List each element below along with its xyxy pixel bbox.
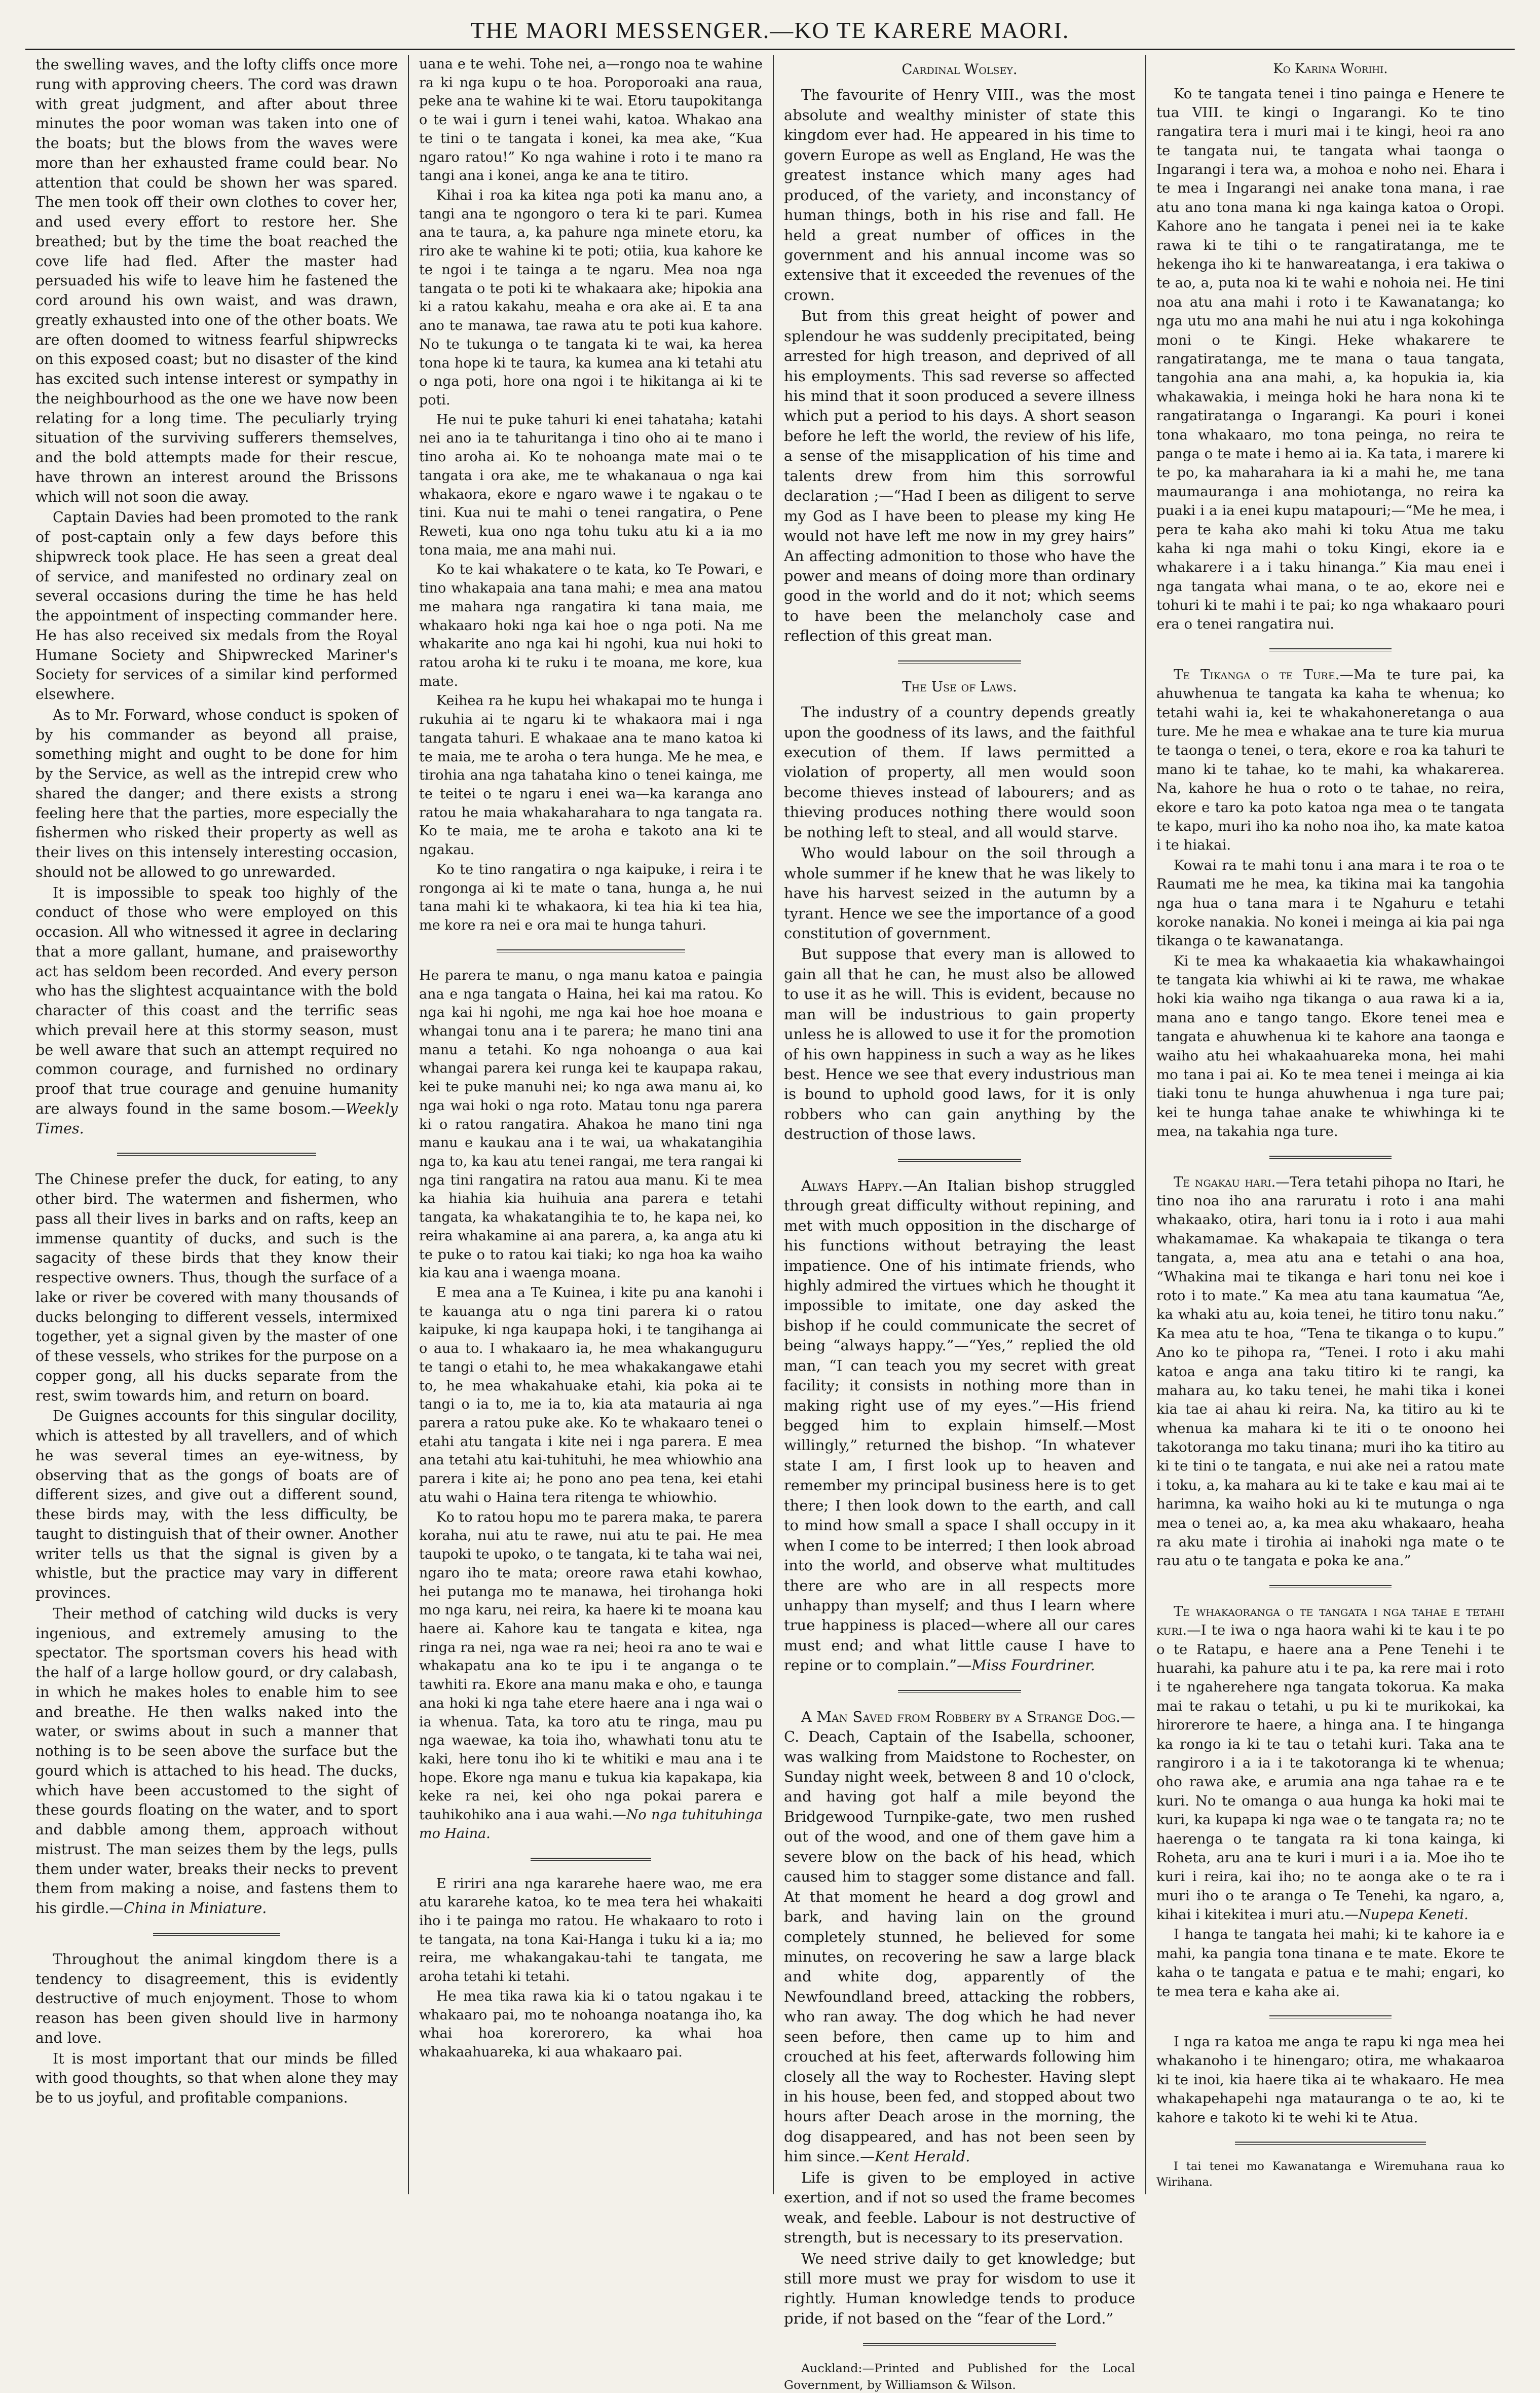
article-lead: A Man Saved from Robbery by a Strange Dog. — [801, 1708, 1120, 1725]
attribution: Kent Herald. — [875, 2148, 970, 2165]
maori-kararehe-paragraph: E ririri ana nga kararehe haere wao, me era atu kararehe katoa, ko te mea tera hei whakaiti iho i te painga mo ratou. He whakaaro to roto i te tangata, na tona Kai-Hanga i tuku ki a ia; mo reira, me whakangakau-tahi te tangata, me aroha tetahi ki tetahi. — [419, 1875, 763, 1985]
masthead: THE MAORI MESSENGER.—KO TE KARERE MAORI. — [470, 17, 1070, 43]
maori-te-powari-paragraph: Ko te kai whakatere o te kata, ko Te Powari, e tino whakapaia ana tana mahi; e mea ana matou me mahara nga rangatira ki tana maia, me whakaaro hoki nga kai hoe o nga poti. Na me whakarite ano nga kai hi ngohi, kua nui hoki to ratou aroha ki te ruku i te moana, me kore, kua mate. — [419, 562, 763, 689]
ngakau-hari-text: —Tera tetahi pihopa no Itari, he tino noa iho ana raruratu i roto i ana mahi whakaako, otira, hari tonu ia i roto i aua mahi whakamamae. Ka whakapaia te tikanga o tera tangata, a, mea atu ana e tetahi o ana hoa, “Whakina mai te tikanga e hari tonu nei koe i roto i to mate.” Ka mea atu tana kaumatua “Ae, ka whaki atu au, koia tenei, he titiro tonu naku.” Ka mea atu te hoa, “Tena te tikanga o to kupu.” Ano ko te pihopa ra, “Tenei. I roto i aku mahi katoa e anga ana taku titiro ki te rangi, ka mahara au, ko taku tenei, he mahi tika i konei kia tae ai ahau ki reira. Na, ka titiro au ki te whenua ka mahara ki te iti o te onoono hei takotoranga mo taku tinana; muri iho ka titiro au ki te tini o te tangata, e nui ake nei a ratou mate i toku, a, ka mahara au ki te take e kau mai ai te harimna, ka waiho hoki au ki te mutunga o nga mea o tenei ao, a, ka mea aku whakaaro, heaha ra aku mate i tirohia ai inahoki nga mate o te rau atu o te tangata e poka ke ana.” — [1156, 1173, 1505, 1569]
masthead-rule — [25, 49, 1515, 50]
maori-hopu-text: Ko to ratou hopu mo te parera maka, te parera koraha, nui atu te rawe, nui atu te pai. He mea taupoki te upoko, o te tangata, ki te taha wai nei, ngaro iho te mata; oreore rawa etahi kowhao, hei putanga mo te manawa, hei tirohanga hoki mo nga karu, nei reira, ka haere ki te moana kau haere ai. Kahore kau te tangata e kitea, nga ringa ra nei, nga wae ra nei; heoi ra ano te wai e whakapatu ana ko te ipu i te anganga o te tawhiti ra. Ekore ana manu maka e oho, e taunga ana hoki ki nga tahe etere haere ana i nga wai o ia whenua. Tata, ka toro atu te ringa, mau pu nga waewae, ka toia iho, whawhati tonu atu te kaki, here tonu iho ki te whitiki e mau ana i te hope. Ekore nga manu e tukua kia kapakapa, kia keke ra nei, kei oho nga pokai parera e tauhikohiko ana i aua wahi.— — [419, 1509, 763, 1823]
kowai-paragraph: Kowai ra te mahi tonu i ana mara i te roa o te Raumati me he mea, ka tikina mai ka tangohia nga hua o tana mara i te Ngahuru e tetahi koroke nanakia. No konei i meinga ai kia pai nga tikanga o te kawanatanga. — [1156, 857, 1505, 949]
imprint: Auckland:—Printed and Published for the Local Government, by Williamson & Wilson. — [784, 2361, 1135, 2392]
maori-te-kuinea-paragraph: E mea ana a Te Kuinea, i kite pu ana kanohi i te kauanga atu o nga tini parera ki o ratou kaipuke, ki nga kaupapa hoki, i te tangihanga ai o aua to. I whakaaro ia, he mea whakanguguru te tangi o etahi to, he mea whakakangawe etahi to, he mea whakahuake etahi, kia poka ai te tangi o ia to, me ia to, kia ata matauria ai nga parera a ratou puke ake. Ko te whakaaro tenei o etahi atu tangata i kite nei i nga parera. E mea ana tetahi atu kai-tuhituhi, he mea whiowhio ana parera i kite ai; he pono ano pea tena, kei etahi atu wahi o Haina tera ritenga te whiowhio. — [419, 1285, 763, 1505]
article-lead: Te ngakau hari. — [1174, 1173, 1276, 1190]
maori-hopu-paragraph — [419, 1508, 763, 1844]
columns — [25, 55, 1515, 2392]
de-guignes-paragraph: De Guignes accounts for this singular docility, which is attested by all travellers, and of which he was several times an eye-witness, by observing that as the gongs of boats are of different sizes, and give out a different sound, these birds may, with the less difficulty, be taught to distinguish that of their owner. Another writer tells us that the signal is given by a whistle, but the practice may vary in different provinces. — [35, 1408, 398, 1601]
section-divider — [117, 1153, 316, 1156]
tikanga-ture-paragraph — [1156, 666, 1505, 855]
wolsey-paragraph-2: But from this great height of power and splendour he was suddenly precipitated, being arrested for high treason, and deprived of all his employments. This sad reverse so affected his mind that it soon produced a severe illness which put a period to his days. A short season before he left the world, the review of his life, a sense of the misapplication of his time and talents drew from him this sorrowful declaration ;—“Had I been as diligent to serve my God as I have been to please my king He would not have left me now in my grey hairs” An affecting admonition to those who have the power and means of doing more than ordinary good in the world and do it not; which seems to have been the melancholy case and reflection of this great man. — [784, 307, 1135, 645]
section-divider — [497, 949, 686, 952]
mr-forward-paragraph: As to Mr. Forward, whose conduct is spoken of by his commander as beyond all praise, something might and ought to be done for him by the Service, as well as the intrepid crew who shared the danger; and there exists a strong feeling here that the parties, more especially the fishermen who risked their property as well as their lives on this intensely interesting occasion, should not be allowed to go unrewarded. — [35, 706, 398, 880]
knowledge-paragraph: We need strive daily to get knowledge; but still more must we pray for wisdom to use it rightly. Human knowledge tends to produce pride, if not based on the “fear of the Lord.” — [784, 2250, 1135, 2327]
article-lead: Te Tikanga o te Ture. — [1174, 666, 1340, 683]
section-divider — [898, 1690, 1021, 1693]
section-divider — [1269, 648, 1391, 651]
article-lead: Te whakaoranga o te tangata i nga tahae e tetahi kuri. — [1156, 1603, 1505, 1639]
always-happy-text: —An Italian bishop struggled through great difficulty without repining, and met with much opposition in the discharge of his functions without betraying the least impatience. One of his intimate friends, who highly admired the virtues which he thought it impossible to imitate, one day asked the bishop if he could communicate the secret of being “always happy.”—“Yes,” replied the old man, “I can teach you my secret with great facility; it consists in nothing more than in making right use of my eyes.”—His friend begged him to explain himself.—Most willingly,” returned the bishop. “In whatever state I am, I first look up to heaven and remember my principal business here is to get there; I then look down to the earth, and call to mind how small a space I shall occupy in it when I come to be interred; I then look abroad into the world, and observe what multitudes there are who are in all respects more unhappy than myself; and thus I learn where true happiness is placed—where all our cares must end; and what little cause I have to repine or to complain.”— — [784, 1176, 1135, 1674]
heading-ko-karina-worihi: Ko Karina Worihi. — [1273, 61, 1388, 77]
always-happy-paragraph — [784, 1176, 1135, 1676]
strange-dog-text: —C. Deach, Captain of the Isabella, schooner, was walking from Maidstone to Rochester, on Sunday night week, between 8 and 10 o'clock, and having got half a mile beyond the Bridgewood Turnpike-gate, two men rushed out of the wood, and one of them gave him a severe blow on the back of his head, which caused him to stagger some distance and fall. At that moment he heard a dog growl and bark, and having lain on the ground completely stunned, he believed for some minutes, on recovering he saw a large black and white dog, apparently of the Newfoundland breed, attacking the robbers, who ran away. The dog which he had never seen before, then came up to him and crouched at his feet, afterwards following him closely all the way to Rochester. Having slept in his house, been fed, and stopped about two hours after Deach arose in the morning, the dog disappeared, and has not been seen by him since.— — [784, 1708, 1135, 2165]
attribution: Miss Fourdriner. — [971, 1656, 1096, 1674]
section-divider — [1269, 1156, 1391, 1159]
ngakau-hari-paragraph — [1156, 1173, 1505, 1571]
section-divider — [153, 1933, 280, 1936]
section-divider — [863, 2343, 1056, 2346]
section-divider — [898, 1159, 1021, 1162]
shipwreck-continued-paragraph: the swelling waves, and the lofty cliffs once more rung with approving cheers. The cord was drawn with great judgment, and after about three minutes the poor woman was taken into one of the boats; but the blows from the waves were more than her exhausted frame could bear. No attention that could be shown her was spared. The men took off their own clothes to cover her, and used every effort to restore her. She breathed; but by the time the boat reached the cove life had fled. After the master had persuaded his wife to leave him he fastened the cord around his own waist, and was drawn, greatly exhausted into one of the other boats. We are often doomed to witness fearful shipwrecks on this exposed coast; but no disaster of the kind has excited such intense interest or sympathy in the neighbourhood as the one we have now been relating for a long time. The peculiarly trying situation of the surviving sufferers themselves, and the bold attempts made for their rescue, have thrown an interest around the Brissons which will not soon die away. — [35, 56, 398, 505]
section-divider — [1269, 1585, 1391, 1588]
matauranga-paragraph: I nga ra katoa me anga te rapu ki nga mea hei whakanoho i te hinengaro; otira, me whakaaroa ki te inoi, kia haere tika ai te whakaaro. He mea whakapehapehi nga matauranga o te ao, ki te kahore e takoto ki te wehi ki te Atua. — [1156, 2034, 1505, 2126]
heading-cardinal-wolsey: Cardinal Wolsey. — [902, 61, 1018, 78]
maori-shipwreck-paragraph: uana e te wehi. Tohe nei, a—rongo noa te wahine ra ki nga kupu o te hoa. Poroporoaki ana raua, peke ana te wahine ki te wai. Etoru taupokitanga o te wai i gurn i tenei wahi, katoa. Whakao ana te tini o te tangata i konei, ka mea ake, “Kua ngaro ratou!” Ko nga wahine i roto i te mano ra tangi ana i konei, anga ke ana te titiro. — [419, 56, 763, 184]
heading-use-of-laws: The Use of Laws. — [902, 678, 1017, 695]
maori-pene-reweti-paragraph: He nui te puke tahuri ki enei tahataha; katahi nei ano ia te tahuritanga i tino oho ai te mano i tino aroha ai. Ko te nohoanga mate mai o te tangata i ora ake, me te whakanaua o nga kai whakaora, ekore e ngaro wawe i te ngakau o te tini. Kua nui te mahi o tenei rangatira, o Pene Reweti, kua ono nga tohu tuku atu ki a ia mo tona maia, me ana mahi nui. — [419, 412, 763, 558]
worihi-paragraph: Ko te tangata tenei i tino painga e Henere te tua VIII. te kingi o Ingarangi. Ko te tino rangatira tera i muri mai i te kingi, heoi ra ano te tangata nui, te tangata whai taonga o Ingarangi i tera wa, a mohoa e noho nei. Ehara i te mea i Ingarangi nei anake tona mana, i rae atu ano tona mana ki nga kainga katoa o Oropi. Kahore ano he tangata i penei nei ia te kake rawa ki te tihi o te rangatiratanga, me te hekenga iho ki te hanwareatanga, i era takiwa o te ao, a, puta noa ki te wahi e nohoia nei. He tini noa atu ana mahi i roto i te Kawanatanga; ko nga utu mo ana mahi he nui atu i nga kokohinga moni o te Kingi. Heke whakarere te rangatiratanga, me te mana o taua tangata, tangohia ana ana mahi, a, ka hopukia ia, kia whakawakia, i meinga hoki he hara nona ki te rangatiratanga o Ingarangi. Ka pouri i konei tona whakaaro, mo tona peinga, no reira te panga o te mate i hemo ai ia. Ka tata, i marere ki te po, ka maharahara ia ki a mahi he, me tana maumauranga i ana mohiotanga, no reira ka puaki i a ia enei kupu matapouri;—“Me he mea, i pera te kaha ako mahi ki toku Atua me taku kaha ki nga mahi o toku Kingi, ekore ia e whakarere i a i taku hinanga.” Kia mau enei i nga tangata whai mana, o te ao, ekore nei e tohuri ki te mahi i te pai; ko nga whakaaro pouri era o tenei rangatira nui. — [1156, 85, 1505, 633]
wolsey-paragraph-1: The favourite of Henry VIII., was the most absolute and wealthy minister of state this kingdom ever had. He appeared in his time to govern Europe as well as England, He was the greatest instance which many ages had produced, of the variety, and inconstancy of human things, both in his rise and fall. He held a great number of offices in the government and his annual income was so extensive that it exceeded the revenues of the crown. — [784, 86, 1135, 304]
whakaaetia-paragraph: Ki te mea ka whakaaetia kia whakawhaingoi te tangata kia whiwhi ai ki te rawa, me whakae hoki kia waiho nga tikanga o aua rawa ki a ia, mana ano e tango tango. Ekore tenei mea e tangata e ahuwhenua ki te kahore ana taonga e waiho atu hei whakaahuareka mona, hei mahi mo tana i pai ai. Ko te mea tenei i meinga ai kia tiaki tonu te hunga ahuwhenua i nga ture pai; kei te hunga tahae anake te whiwhinga ki te mea, na takahia nga ture. — [1156, 952, 1505, 1140]
hanga-mahi-paragraph: I hanga te tangata hei mahi; ki te kahore ia e mahi, ka pangia tona tinana e te mate. Ekore te kaha o te tangata e patua e te mahi; engari, ko te mea tera e kaha ake ai. — [1156, 1926, 1505, 2000]
whakaoranga-text: —I te iwa o nga haora wahi ki te kau i te po o te Ratapu, e haere ana a Pene Tenehi i te huarahi, ka pahure atu i te pa, ka rere mai i roto i te ngaherehere nga tangata tokorua. Ka maka mai te rakau o tetahi, u pu ki te murikokai, ka hirorerore te haere, a hinga ana. I te hinganga ka rongo ia ki te tau o tetahi kuri. Taka ana te rangiroro i a ia i te takotoranga ki te whenua; oho rawa ake, e arumia ana nga tahae ra e te kuri. No te omanga o aua hunga ka hoki mai te kuri, ka kupapa ki nga wae o te tangata ra; no te haerenga o te tangata ra ki tona kainga, ki Roheta, aru ana te kuri i muri i a ia. Moe iho te kuri i reira, kai iho; no te aonga ake o te ra i muri iho o te aranga o Te Tenehi, ka ngaro, a, kihai i kitekitea i muri atu.— — [1156, 1622, 1505, 1923]
section-divider — [1235, 2142, 1426, 2145]
article-lead: Always Happy. — [801, 1176, 903, 1194]
catching-ducks-paragraph — [35, 1604, 398, 1919]
tikanga-ture-text: —Ma te ture pai, ka ahuwhenua te tangata ka kaha te whenua; ko tetahi wahi ia, kei te whakahoneretanga o aua ture. Me he mea e whakae ana te ture kia murua te taonga o tenei, o tera, ekore e roa ka tahuri te mano ki te tahae, ko te mahi, ka whakarerea. Na, kahore he hua o roto o te tahae, no reira, ekore e taro ka poto katoa nga mea o te tangata te kapo, muri iho ka noho noa iho, ka mate katoa i te hiakai. — [1156, 666, 1505, 854]
whakaoranga-paragraph — [1156, 1602, 1505, 1925]
maori-rangatira-paragraph: Ko te tino rangatira o nga kaipuke, i reira i te rongonga ai ki te mate o tana, hunga a, he nui tana mahi ki te whakaora, ki tea hia ki tea hia, me kore ra nei e ora mai te hunga tahuri. — [419, 861, 763, 934]
column-4 — [1145, 55, 1515, 2194]
conduct-paragraph — [35, 883, 398, 1139]
chinese-duck-paragraph: The Chinese prefer the duck, for eating, to any other bird. The watermen and fishermen, who pass all their lives in barks and on rafts, keep an immense quantity of ducks, and such is the sagacity of these birds that they know their respective owners. Thus, though the surface of a lake or river be covered with many thousands of ducks belonging to different vessels, intermixed together, yet a signal given by the master of one of these vessels, who strikes for the purpose on a copper gong, all his ducks separate from the rest, swim towards him, and return on board. — [35, 1171, 398, 1404]
laws-paragraph-3: But suppose that every man is allowed to gain all that he can, he must also be allowed to use it as he will. This is evident, because no man will be industrious to gain property unless he is allowed to use it for the promotion of his own happiness in such a way as he likes best. Hence we see that every industrious man is bound to uphold good laws, for it is only robbers who can gain anything by the destruction of those laws. — [784, 945, 1135, 1143]
attribution: Weekly Times. — [35, 1100, 398, 1137]
column-3 — [773, 55, 1145, 2392]
captain-davies-paragraph: Captain Davies had been promoted to the rank of post-captain only a few days before this shipwreck took place. He has seen a great deal of service, and manifested no ordinary zeal on several occasions during the time he has held the appointment of inspecting commander here. He has also received six medals from the Royal Humane Society and Shipwrecked Mariner's Society for services of a similar kind performed elsewhere. — [35, 509, 398, 703]
column-2 — [408, 55, 773, 2194]
column-1 — [25, 55, 408, 2194]
animal-kingdom-paragraph: Throughout the animal kingdom there is a tendency to disagreement, this is evidently destructive of much enjoyment. Those to whom reason has been given should live in harmony and love. — [35, 1950, 398, 2046]
maori-boats-paragraph: Kihai i roa ka kitea nga poti ka manu ano, a tangi ana te ngongoro o tera ki te pari. Kumea ana te taura, a, ka pahure nga minete etoru, ka riro ake te wahine ki te poti; otiia, kua kahore ke te ngoi i te tainga a te ngaru. Mea noa nga tangata o te poti ki te whakaara ake; hipokia ana ki a ratou kakahu, meaha e ora ake ai. E ta ana ano te manawa, tae rawa atu te poti kua kahore. No te tukunga o te tangata ki te wai, ka herea tona hope ki te taura, ka kumea ana ki tetahi atu o nga poti, hore ona ngoi i te hikitanga ai ki te poti. — [419, 188, 763, 408]
attribution: No nga tuhituhinga mo Haina. — [419, 1807, 763, 1842]
good-thoughts-paragraph: It is most important that our minds be filled with good thoughts, so that when alone they may be to us joyful, and profitable companions. — [35, 2050, 398, 2106]
section-divider — [1269, 2015, 1391, 2018]
maori-whakaaro-pai-paragraph: He mea tika rawa kia ki o tatou ngakau i te whakaaro pai, mo te nohoanga noatanga iho, ka whai hoa korerorero, ka whai hoa whakaahuareka, ki aua whakaaro pai. — [419, 1988, 763, 2060]
laws-paragraph-2: Who would labour on the soil through a whole summer if he knew that he was likely to have his harvest seized in the autumn by a tyrant. Hence we see the importance of a good constitution of government. — [784, 844, 1135, 942]
life-exertion-paragraph: Life is given to be employed in active exertion, and if not so used the frame becomes weak, and feeble. Labour is not destructive of strength, but is necessary to its preservation. — [784, 2168, 1135, 2247]
maori-parera-paragraph: He parera te manu, o nga manu katoa e paingia ana e nga tangata o Haina, hei kai ma ratou. Ko nga kai hi ngohi, me nga kai hoe hoe moana e whangai tonu ana i te parera; he mano tini ana manu a tetahi. Ko nga nohoanga o aua kai whangai parera kei runga kei te kaupapa rakau, kei te puke manuhi nei; ko nga awa manu ai, ko nga wai hoki o nga roto. Matau tonu nga parera ki o ratou rangatira. Ahakoa he mano tini nga manu e kaukau ana i te wai, ua whakatangihia nga to, ka kau atu tenei rangai, me tera rangai ki nga tini rangatira na ratou aua manu. Ki te mea ka hiahia kia huihuia ana parera e tetahi tangata, ka whakatangihia te to, he kapa nei, ko reira whakamine ai ana parera, a, ka anga atu ki te puke o to ratou kai tiaki; ko nga hoa ka waiho kia kau ana i waenga moana. — [419, 967, 763, 1281]
section-divider — [531, 1858, 651, 1861]
strange-dog-paragraph — [784, 1707, 1135, 2167]
section-divider — [898, 660, 1021, 664]
maori-maia-paragraph: Keihea ra he kupu hei whakapai mo te hunga i rukuhia ai te ngaru ki te whakaora mai i nga tangata tahuri. E whakaae ana te mano katoa ki te maia, me te aroha o tera hunga. Me he mea, e tirohia ana nga tahataha kino o tenei kainga, me te teitei o te ngaru i enei wa—ka karanga ano ratou he maia whakaharahara to nga tangata ra. Ko te maia, me te aroha e takoto ana ki te ngakau. — [419, 693, 763, 858]
conduct-text: It is impossible to speak too highly of the conduct of those who were employed on this occasion. All who witnessed it agree in declaring that a more gallant, humane, and praiseworthy act has seldom been recorded. And every person who has the slightest acquaintance with the bold character of this coast and the terrific seas which prevail here at this stormy season, must be well aware that such an attempt required no common courage, and furnished no ordinary proof that true courage and genuine humanity are always found in the same bosom.— — [35, 884, 398, 1117]
imprint: I tai tenei mo Kawanatanga e Wiremuhana raua ko Wirihana. — [1156, 2159, 1505, 2189]
catching-ducks-text: Their method of catching wild ducks is very ingenious, and extremely amusing to the spectator. The sportsman covers his head with the half of a large hollow gourd, or dry calabash, in which he makes holes to enable him to see and breathe. He then walks naked into the water, or swims about in such a manner that nothing is to be seen above the surface but the gourd which is attached to his head. The ducks, which have been accustomed to the sight of these gourds floating on the water, and to sport and dabble among them, approach without mistrust. The man seizes them by the legs, pulls them under water, breaks their necks to prevent them from making a noise, and fastens them to his girdle.— — [35, 1605, 398, 1917]
attribution: Nupepa Keneti. — [1358, 1906, 1469, 1923]
laws-paragraph-1: The industry of a country depends greatly upon the goodness of its laws, and the faithful execution of them. If laws permitted a violation of property, all men would soon become thieves instead of labourers; and as thieving produces nothing there would soon be nothing left to steal, and all would starve. — [784, 704, 1135, 841]
attribution: China in Miniature. — [123, 1900, 267, 1917]
